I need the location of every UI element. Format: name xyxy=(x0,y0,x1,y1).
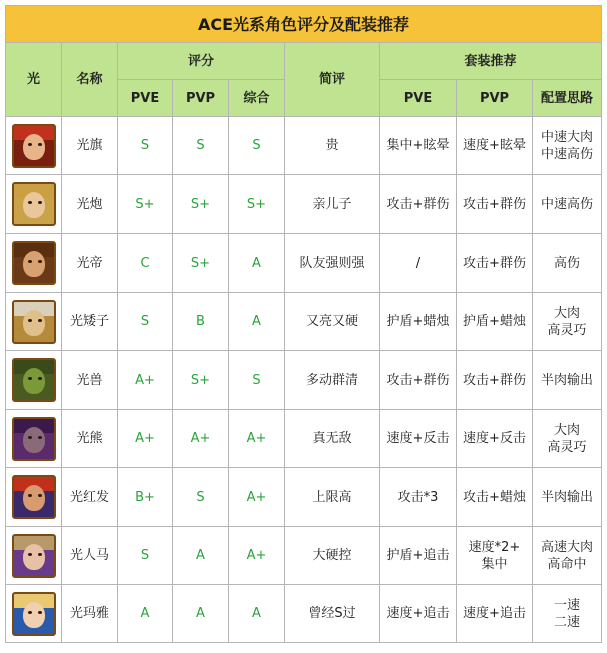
set-pve: 攻击*3 xyxy=(380,468,457,527)
grade-pve: S xyxy=(118,527,173,585)
set-pve: 速度+追击 xyxy=(380,585,457,643)
portrait-eye xyxy=(38,201,42,204)
header-name: 名称 xyxy=(62,43,118,117)
portrait-eye xyxy=(38,611,42,614)
grade-overall: A xyxy=(229,585,285,643)
hero-name: 光帝 xyxy=(62,234,118,293)
build-idea-line: 中速高伤 xyxy=(540,196,593,212)
grade-overall: A xyxy=(229,234,285,293)
grade-pve: S+ xyxy=(118,175,173,234)
portrait-light-maya-icon xyxy=(12,592,56,636)
portrait-cell xyxy=(6,351,62,410)
grade-pvp: A xyxy=(173,527,229,585)
grade-pvp: A xyxy=(173,585,229,643)
set-pvp: 速度+反击 xyxy=(457,410,533,468)
grade-pvp: S+ xyxy=(173,175,229,234)
set-pvp: 攻击+群伤 xyxy=(457,351,533,410)
comment: 贵 xyxy=(285,117,380,175)
header-build-idea: 配置思路 xyxy=(533,80,602,117)
portrait-eye xyxy=(28,260,32,263)
hero-name: 光炮 xyxy=(62,175,118,234)
grade-overall: A+ xyxy=(229,468,285,527)
portrait-light-emperor-icon xyxy=(12,241,56,285)
build-idea xyxy=(533,351,602,410)
hero-name: 光兽 xyxy=(62,351,118,410)
grade-pvp: A+ xyxy=(173,410,229,468)
grade-pve: A+ xyxy=(118,410,173,468)
portrait-eye xyxy=(28,201,32,204)
set-pvp: 攻击+群伤 xyxy=(457,234,533,293)
portrait-light-redhair-icon xyxy=(12,475,56,519)
portrait-cell xyxy=(6,410,62,468)
build-idea-line: 大肉 xyxy=(553,305,580,321)
portrait-eye xyxy=(38,143,42,146)
build-idea xyxy=(533,234,602,293)
table-row xyxy=(6,175,602,234)
grade-pvp: B xyxy=(173,293,229,351)
build-idea-line: 一速 xyxy=(553,597,580,613)
portrait-cell xyxy=(6,117,62,175)
table-row xyxy=(6,527,602,585)
comment: 队友强则强 xyxy=(285,234,380,293)
set-pve: 速度+反击 xyxy=(380,410,457,468)
portrait-light-bear-icon xyxy=(12,417,56,461)
table-row xyxy=(6,585,602,643)
build-idea-line: 半肉输出 xyxy=(540,372,593,388)
header-set-pvp: PVP xyxy=(457,80,533,117)
table-row xyxy=(6,293,602,351)
header-rating: 评分 xyxy=(118,43,285,80)
build-idea-line: 二速 xyxy=(553,614,580,630)
build-idea-line: 中速高伤 xyxy=(540,146,593,162)
grade-overall: S xyxy=(229,117,285,175)
build-idea-line: 中速大肉 xyxy=(540,129,593,145)
set-pvp: 速度+追击 xyxy=(457,585,533,643)
set-pvp: 速度*2+ 集中 xyxy=(457,527,533,585)
portrait-eye xyxy=(38,436,42,439)
hero-name: 光人马 xyxy=(62,527,118,585)
portrait-light-centaur-icon xyxy=(12,534,56,578)
portrait-light-beast-icon xyxy=(12,358,56,402)
grade-pvp: S+ xyxy=(173,234,229,293)
grade-overall: A xyxy=(229,293,285,351)
comment: 又亮又硬 xyxy=(285,293,380,351)
portrait-eye xyxy=(28,611,32,614)
comment: 上限高 xyxy=(285,468,380,527)
portrait-eye xyxy=(28,553,32,556)
set-pvp: 攻击+蜡烛 xyxy=(457,468,533,527)
set-pve: 攻击+群伤 xyxy=(380,351,457,410)
grade-pve: A+ xyxy=(118,351,173,410)
grade-pve: B+ xyxy=(118,468,173,527)
portrait-eye xyxy=(38,319,42,322)
grade-pvp: S xyxy=(173,468,229,527)
set-pve: 护盾+蜡烛 xyxy=(380,293,457,351)
build-idea xyxy=(533,175,602,234)
grade-pve: S xyxy=(118,117,173,175)
table-row xyxy=(6,117,602,175)
comment: 多动群清 xyxy=(285,351,380,410)
portrait-light-dwarf-icon xyxy=(12,300,56,344)
comment: 亲儿子 xyxy=(285,175,380,234)
portrait-eye xyxy=(38,553,42,556)
portrait-cell xyxy=(6,175,62,234)
grade-overall: S+ xyxy=(229,175,285,234)
grade-overall: A+ xyxy=(229,527,285,585)
set-pve: / xyxy=(380,234,457,293)
header-set-recommend: 套装推荐 xyxy=(380,43,602,80)
portrait-cell xyxy=(6,585,62,643)
table-row xyxy=(6,351,602,410)
portrait-face xyxy=(23,310,45,336)
comment: 曾经S过 xyxy=(285,585,380,643)
grade-pve: C xyxy=(118,234,173,293)
build-idea-line: 高伤 xyxy=(553,255,580,271)
rating-table xyxy=(5,5,602,643)
build-idea-line: 大肉 xyxy=(553,422,580,438)
set-pve: 攻击+群伤 xyxy=(380,175,457,234)
set-pvp: 攻击+群伤 xyxy=(457,175,533,234)
build-idea xyxy=(533,117,602,175)
build-idea-line: 半肉输出 xyxy=(540,489,593,505)
portrait-eye xyxy=(28,494,32,497)
grade-pve: A xyxy=(118,585,173,643)
set-pvp: 速度+眩晕 xyxy=(457,117,533,175)
portrait-face xyxy=(23,427,45,453)
portrait-face xyxy=(23,251,45,277)
build-idea xyxy=(533,293,602,351)
build-idea-line: 高灵巧 xyxy=(547,322,587,338)
portrait-eye xyxy=(28,319,32,322)
set-pvp: 护盾+蜡烛 xyxy=(457,293,533,351)
grade-pvp: S+ xyxy=(173,351,229,410)
build-idea xyxy=(533,585,602,643)
grade-overall: A+ xyxy=(229,410,285,468)
portrait-face xyxy=(23,192,45,218)
table-title: ACE光系角色评分及配装推荐 xyxy=(6,6,602,43)
table-row xyxy=(6,410,602,468)
table-row xyxy=(6,468,602,527)
header-overall: 综合 xyxy=(229,80,285,117)
portrait-eye xyxy=(28,143,32,146)
grade-pvp: S xyxy=(173,117,229,175)
build-idea xyxy=(533,527,602,585)
hero-name: 光矮子 xyxy=(62,293,118,351)
build-idea-line: 高灵巧 xyxy=(547,439,587,455)
build-idea xyxy=(533,410,602,468)
build-idea-line: 高命中 xyxy=(547,556,587,572)
hero-name: 光玛雅 xyxy=(62,585,118,643)
comment: 大硬控 xyxy=(285,527,380,585)
portrait-cell xyxy=(6,468,62,527)
portrait-eye xyxy=(28,436,32,439)
portrait-eye xyxy=(28,377,32,380)
portrait-cell xyxy=(6,293,62,351)
portrait-cell xyxy=(6,527,62,585)
set-pve: 护盾+追击 xyxy=(380,527,457,585)
header-pve: PVE xyxy=(118,80,173,117)
portrait-light-cannon-icon xyxy=(12,182,56,226)
portrait-eye xyxy=(38,260,42,263)
header-pvp: PVP xyxy=(173,80,229,117)
header-light: 光 xyxy=(6,43,62,117)
table-row xyxy=(6,234,602,293)
build-idea-line: 高速大肉 xyxy=(540,539,593,555)
portrait-face xyxy=(23,134,45,160)
comment: 真无敌 xyxy=(285,410,380,468)
portrait-eye xyxy=(38,494,42,497)
portrait-cell xyxy=(6,234,62,293)
portrait-eye xyxy=(38,377,42,380)
portrait-light-flag-icon xyxy=(12,124,56,168)
header-set-pve: PVE xyxy=(380,80,457,117)
portrait-face xyxy=(23,602,45,628)
header-comment: 简评 xyxy=(285,43,380,117)
set-pve: 集中+眩晕 xyxy=(380,117,457,175)
grade-pve: S xyxy=(118,293,173,351)
portrait-face xyxy=(23,544,45,570)
hero-name: 光旗 xyxy=(62,117,118,175)
hero-name: 光红发 xyxy=(62,468,118,527)
portrait-face xyxy=(23,368,45,394)
hero-name: 光熊 xyxy=(62,410,118,468)
grade-overall: S xyxy=(229,351,285,410)
portrait-face xyxy=(23,485,45,511)
build-idea xyxy=(533,468,602,527)
